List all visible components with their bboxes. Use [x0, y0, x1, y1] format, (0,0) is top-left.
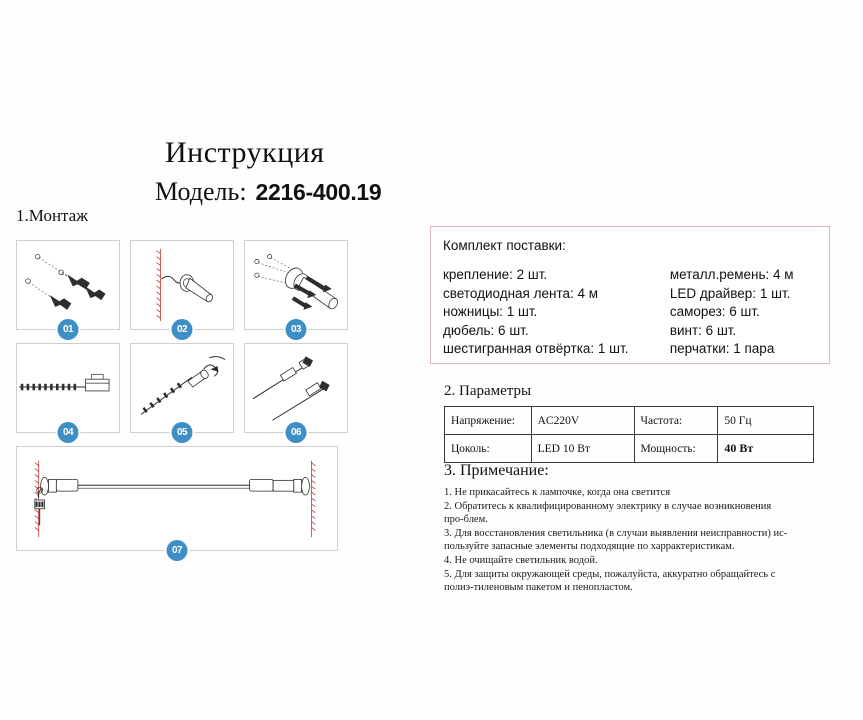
part-item: шестигранная отвёртка: 1 шт. — [443, 341, 629, 356]
step-box-06 — [244, 343, 348, 438]
parts-list-title: Комплект поставки: — [443, 238, 566, 253]
part-item: LED драйвер: 1 шт. — [669, 285, 791, 301]
bracket-assembly-icon — [245, 241, 347, 329]
param-value: AC220V — [531, 407, 634, 435]
table-row — [445, 435, 814, 463]
parameters-table — [444, 406, 814, 463]
note-item: 1. Не прикасайтесь к лампочке, когда она светится — [444, 487, 671, 498]
param-label: Мощность: — [634, 435, 718, 463]
led-strip-insert-icon — [17, 344, 119, 432]
param-label: Цоколь: — [445, 435, 532, 463]
anchors-and-screws-icon — [17, 241, 119, 329]
step-box-01 — [16, 240, 120, 335]
final-assembly-icon — [17, 447, 337, 550]
step-row-2 — [16, 343, 356, 438]
part-item: металл.ремень: 4 м — [669, 267, 794, 282]
part-item: винт: 6 шт. — [669, 322, 737, 338]
part-item: перчатки: 1 пара — [669, 341, 775, 356]
cable-terminals-icon — [245, 344, 347, 432]
parts-column-right — [670, 266, 829, 358]
step-badge-04: 04 — [58, 422, 79, 443]
cable-threading-icon — [131, 344, 233, 432]
parts-column-left — [443, 266, 670, 358]
part-item: светодиодная лента: 4 м — [443, 285, 599, 301]
note-item: 3. Для восстановления светильника (в случаи выявления неисправности) ис-пользуйте запасные элементы подходящие по харрактеристикам. — [444, 527, 788, 553]
page-title: Инструкция — [165, 136, 325, 169]
model-line — [155, 177, 381, 207]
param-label: Напряжение: — [445, 407, 532, 435]
section-heading-notes: 3. Примечание: — [444, 462, 549, 479]
note-item: 4. Не очищайте светильник водой. — [444, 554, 598, 566]
step-box-05 — [130, 343, 234, 438]
step-badge-03: 03 — [286, 319, 307, 340]
step-badge-05: 05 — [172, 422, 193, 443]
section-heading-mounting: 1.Монтаж — [16, 206, 88, 225]
section-heading-parameters: 2. Параметры — [444, 383, 532, 399]
step-badge-06: 06 — [286, 422, 307, 443]
parts-list-box — [430, 226, 830, 364]
note-item: 2. Обратитесь к квалифицированному электрику в случае возникновения про-блем. — [444, 500, 772, 526]
table-row — [445, 407, 814, 435]
parts-list-columns — [443, 266, 829, 358]
model-label: Модель: — [155, 177, 247, 206]
part-item: саморез: 6 шт. — [669, 304, 760, 319]
param-value: 50 Гц — [718, 407, 814, 435]
part-item: дюбель: 6 шт. — [443, 322, 529, 338]
param-value: 40 Вт — [718, 435, 814, 463]
step-badge-01: 01 — [58, 319, 79, 340]
step-row-1 — [16, 240, 356, 335]
mounting-steps — [16, 240, 356, 556]
step-box-03 — [244, 240, 348, 335]
step-box-04 — [16, 343, 120, 438]
step-box-07 — [16, 446, 338, 556]
model-number: 2216-400.19 — [255, 179, 382, 205]
part-item: ножницы: 1 шт. — [443, 304, 538, 319]
part-item: крепление: 2 шт. — [443, 267, 548, 282]
notes-list — [444, 486, 789, 595]
param-value: LED 10 Вт — [531, 435, 634, 463]
param-label: Частота: — [634, 407, 718, 435]
step-badge-02: 02 — [172, 319, 193, 340]
note-item: 5. Для защиты окружающей среды, пожалуйста, аккуратно обращайтесь с полиэ-тиленовым пакетом и пенопластом. — [444, 568, 776, 594]
wall-mount-bracket-icon — [131, 241, 233, 329]
step-box-02 — [130, 240, 234, 335]
step-badge-07: 07 — [167, 540, 188, 561]
